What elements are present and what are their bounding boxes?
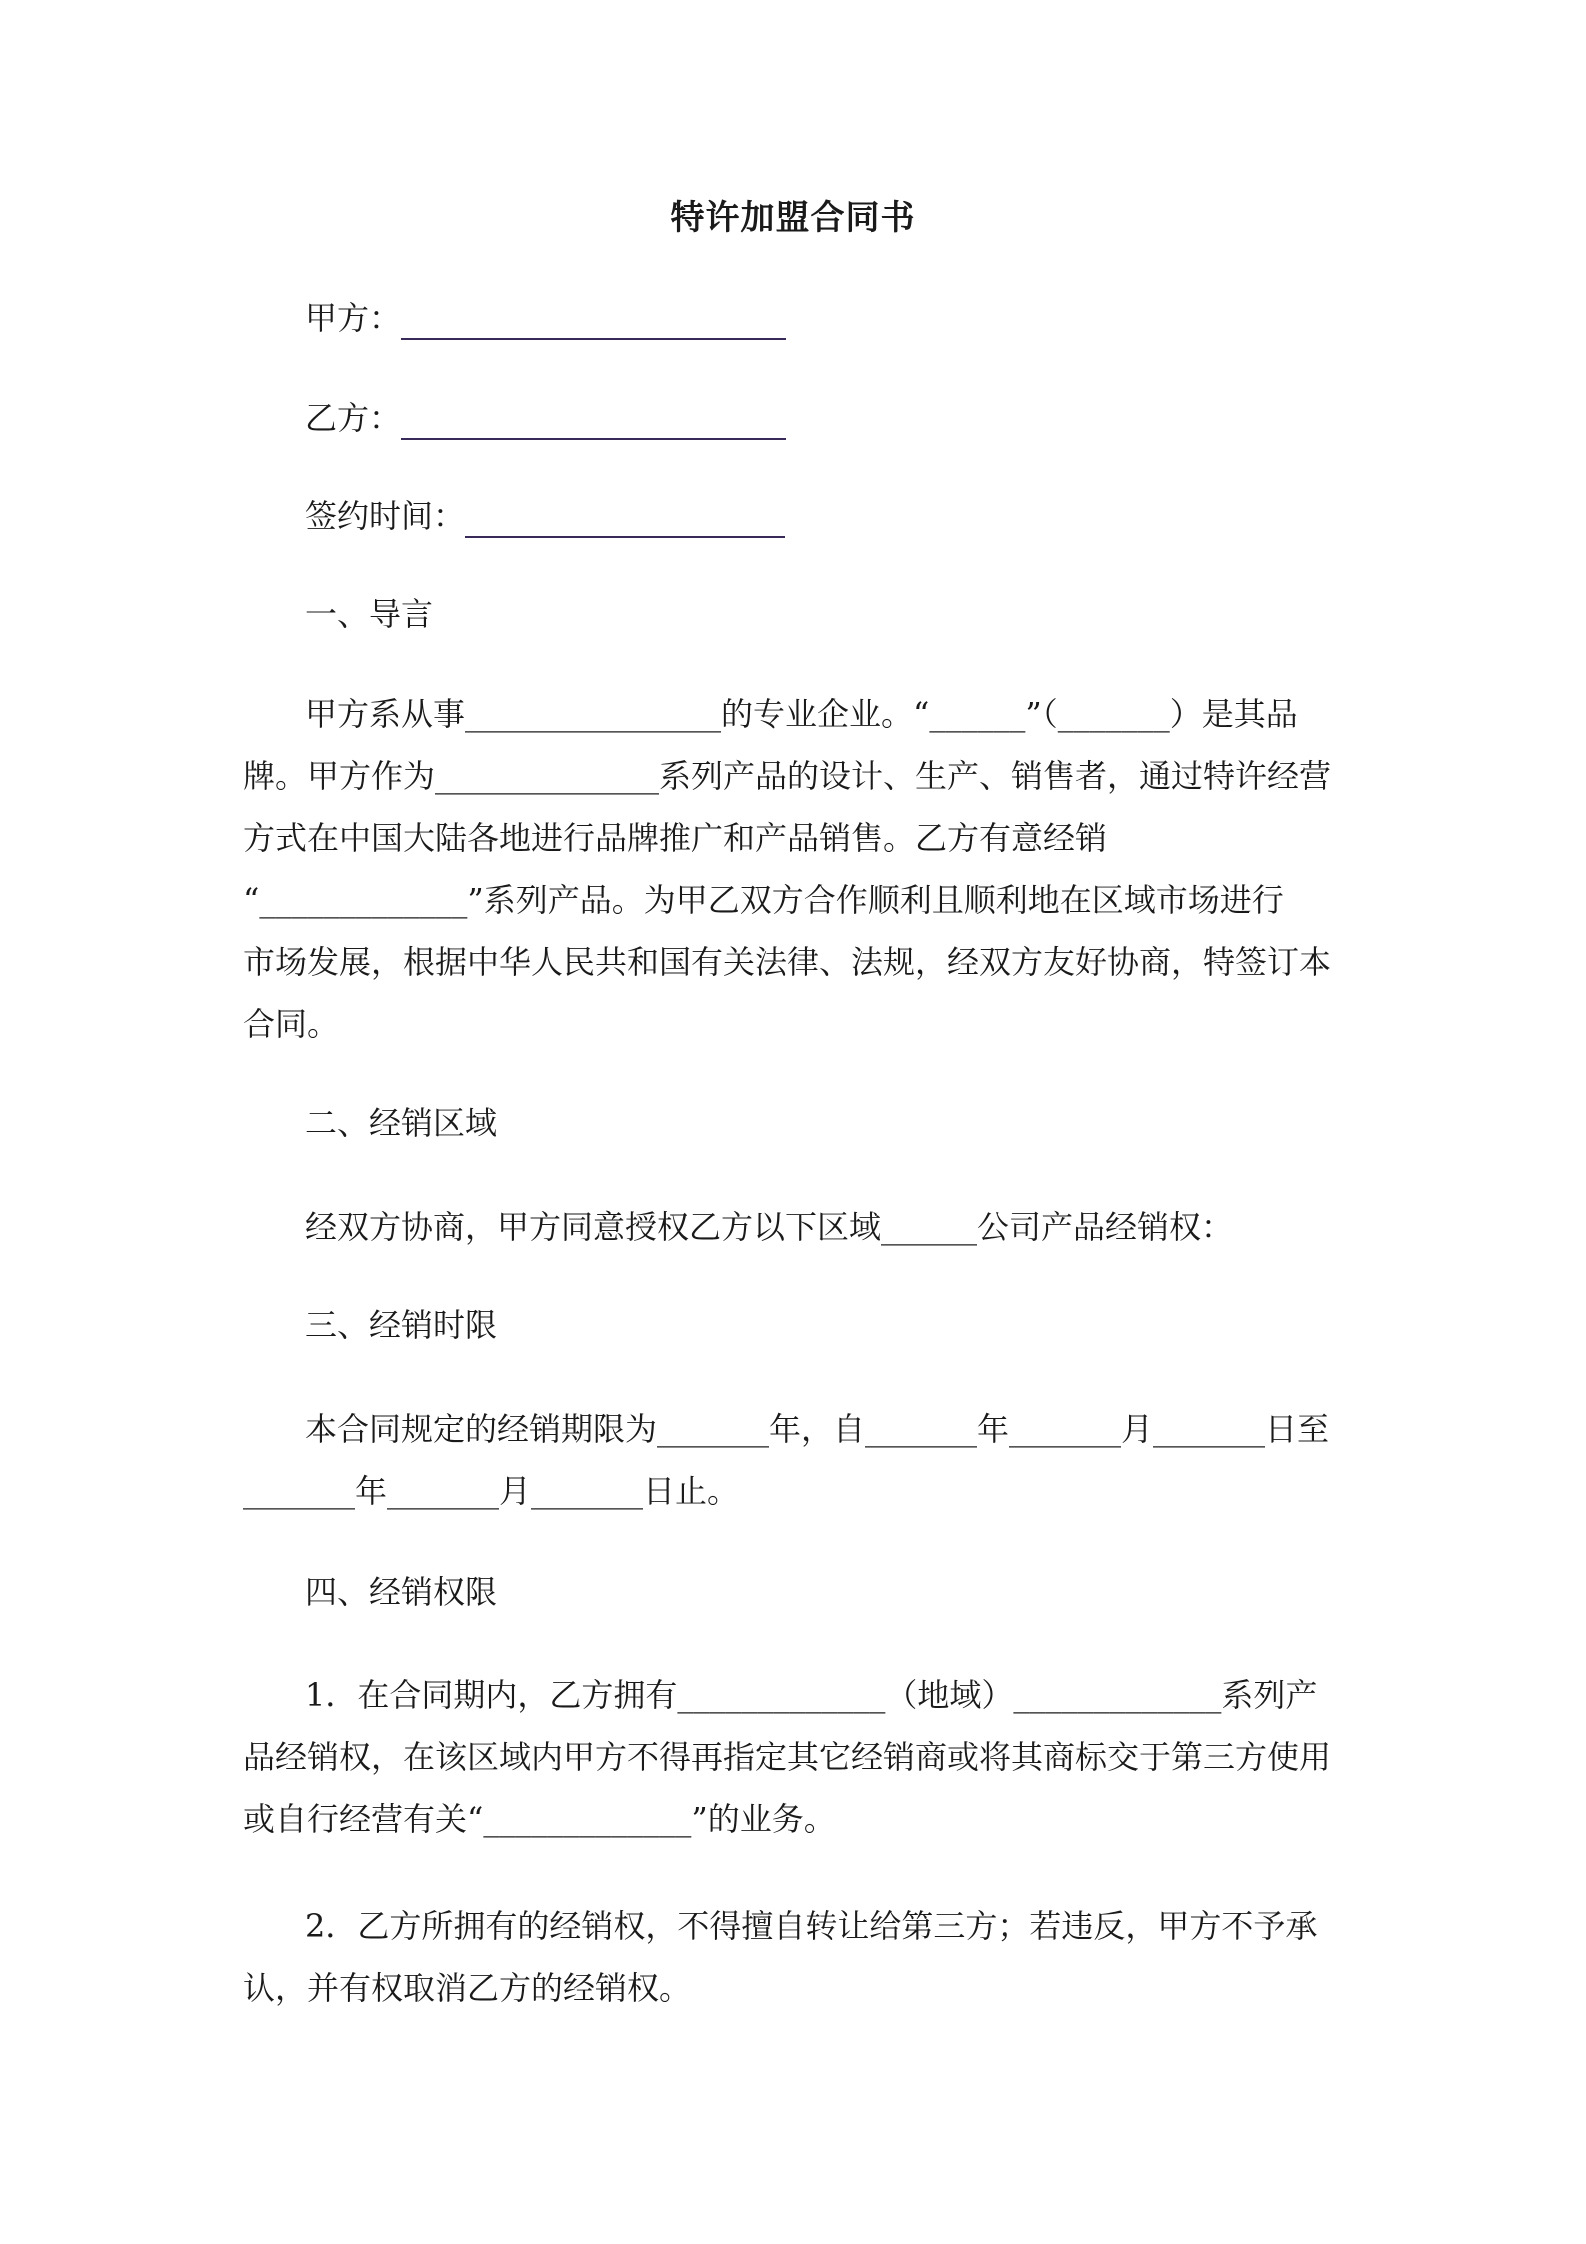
- section-4-item-1: [243, 1664, 1353, 1850]
- paragraph-line: 本合同规定的经销期限为_______年，自_______年_______月_______日至: [305, 1410, 1330, 1448]
- paragraph-line: 合同。: [243, 1005, 340, 1043]
- sign-date-field: [305, 494, 785, 538]
- paragraph-line: 市场发展，根据中华人民共和国有关法律、法规，经双方友好协商，特签订本: [243, 943, 1332, 981]
- sign-date-blank: [465, 506, 785, 538]
- section-1-heading: 一、导言: [305, 595, 434, 633]
- party-a-label: 甲方：: [305, 299, 402, 337]
- paragraph-line: _______年_______月_______日止。: [243, 1472, 740, 1510]
- document-title: 特许加盟合同书: [670, 198, 916, 238]
- party-b-label: 乙方：: [305, 399, 402, 437]
- paragraph-line: 或自行经营有关“_____________”的业务。: [243, 1800, 836, 1838]
- section-1-paragraph: [243, 683, 1353, 1055]
- paragraph-line: 品经销权，在该区域内甲方不得再指定其它经销商或将其商标交于第三方使用: [243, 1738, 1332, 1776]
- party-b-field: [305, 396, 786, 440]
- sign-date-label: 签约时间：: [305, 497, 466, 535]
- section-4-heading: 四、经销权限: [305, 1573, 498, 1611]
- paragraph-line: “_____________”系列产品。为甲乙双方合作顺利且顺利地在区域市场进行: [243, 881, 1284, 919]
- section-3-paragraph: [243, 1398, 1353, 1522]
- paragraph-line: 经双方协商，甲方同意授权乙方以下区域______公司产品经销权：: [305, 1208, 1234, 1246]
- party-a-blank: [401, 308, 786, 340]
- paragraph-line: 认，并有权取消乙方的经销权。: [243, 1969, 692, 2007]
- paragraph-line: 甲方系从事________________的专业企业。“______”（_______）是其品: [305, 695, 1298, 733]
- section-3-heading: 三、经销时限: [305, 1306, 498, 1344]
- paragraph-line: 方式在中国大陆各地进行品牌推广和产品销售。乙方有意经销: [243, 819, 1108, 857]
- section-4-item-2: [243, 1895, 1353, 2019]
- paragraph-line: 2．乙方所拥有的经销权，不得擅自转让给第三方；若违反，甲方不予承: [305, 1907, 1318, 1945]
- section-2-heading: 二、经销区域: [305, 1104, 498, 1142]
- section-2-paragraph: [243, 1196, 1353, 1258]
- party-a-field: [305, 296, 786, 340]
- paragraph-line: 牌。甲方作为______________系列产品的设计、生产、销售者，通过特许经营: [243, 757, 1332, 795]
- paragraph-line: 1．在合同期内，乙方拥有_____________（地域）_____________系列产: [305, 1676, 1318, 1714]
- party-b-blank: [401, 408, 786, 440]
